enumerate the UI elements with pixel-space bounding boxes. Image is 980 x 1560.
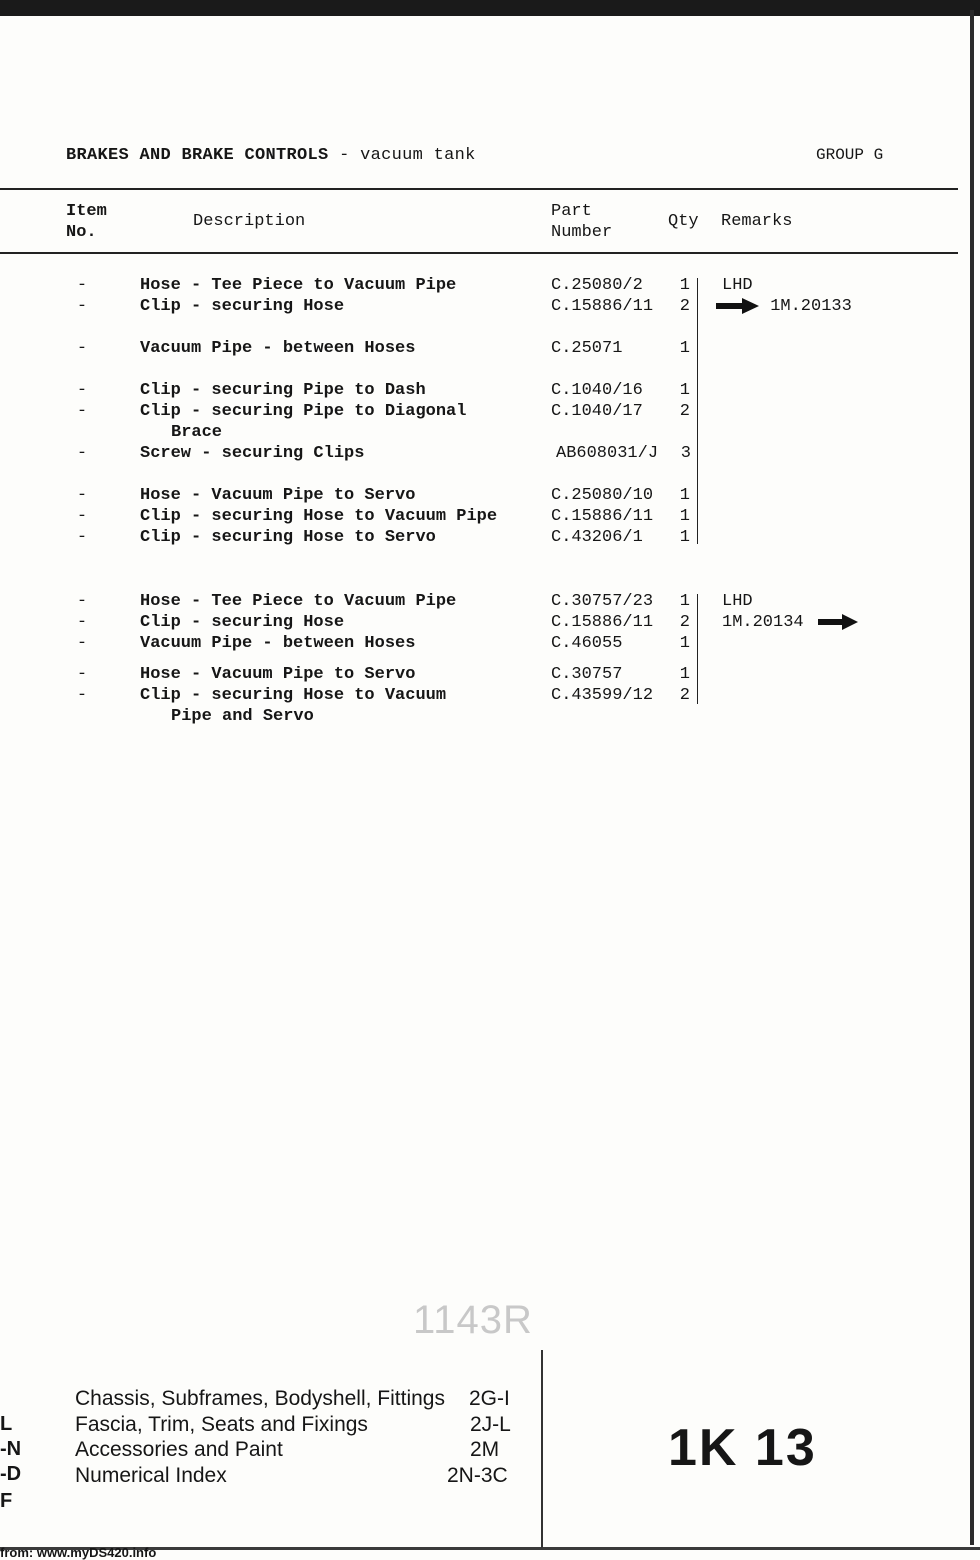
remark: 1M.20133 (770, 297, 852, 316)
qty: 1 (679, 276, 690, 295)
description-continued: Pipe and Servo (171, 707, 314, 726)
qty: 2 (679, 402, 690, 421)
qty: 2 (679, 613, 690, 632)
remark-with-arrow (722, 612, 858, 633)
qty: 1 (679, 665, 690, 684)
part-number: C.46055 (551, 634, 623, 653)
description: Clip - securing Hose to Servo (140, 528, 436, 547)
qty: 2 (679, 297, 690, 316)
qty: 1 (679, 592, 690, 611)
table-row (0, 591, 980, 612)
table-row (0, 612, 980, 633)
table-row (0, 338, 980, 359)
table-row (0, 527, 980, 548)
table-row (0, 506, 980, 527)
footer-index-item (75, 1386, 445, 1412)
col-part-line1: Part (551, 202, 592, 221)
title-bold: BRAKES AND BRAKE CONTROLS (66, 146, 329, 165)
part-number: AB608031/J (556, 444, 659, 463)
scan-top-border (0, 0, 980, 16)
part-number: C.43206/1 (551, 528, 643, 547)
item-no: - (76, 444, 88, 463)
header-rule-bottom (0, 252, 958, 254)
description: Hose - Vacuum Pipe to Servo (140, 486, 416, 505)
description: Hose - Tee Piece to Vacuum Pipe (140, 276, 457, 295)
qty: 1 (679, 381, 690, 400)
item-no: - (76, 613, 88, 632)
qty: 1 (679, 507, 690, 526)
footer-index-code: 2N-3C (447, 1464, 508, 1487)
qty: 1 (679, 339, 690, 358)
footer-index-item (75, 1412, 368, 1438)
remark: LHD (722, 276, 753, 295)
remark: LHD (722, 592, 753, 611)
table-row (0, 706, 980, 727)
table-row (0, 633, 980, 654)
table-row (0, 685, 980, 706)
description-continued: Brace (171, 423, 223, 442)
item-no: - (76, 381, 88, 400)
header-rule-top (0, 188, 958, 190)
arrow-right-icon (716, 297, 760, 315)
page-title (66, 146, 476, 165)
qty: 3 (680, 444, 691, 463)
part-number: C.43599/12 (551, 686, 654, 705)
part-number: C.30757 (551, 665, 623, 684)
table-row (0, 422, 980, 443)
description: Clip - securing Hose (140, 297, 345, 316)
table-row (0, 380, 980, 401)
description: Vacuum Pipe - between Hoses (140, 634, 416, 653)
table-row (0, 401, 980, 422)
sidebar-letter: -D (0, 1463, 22, 1485)
description: Clip - securing Hose to Vacuum Pipe (140, 507, 498, 526)
handwritten-stamp: 1143R (413, 1298, 533, 1342)
description: Vacuum Pipe - between Hoses (140, 339, 416, 358)
description: Clip - securing Hose (140, 613, 345, 632)
part-number: C.25071 (551, 339, 623, 358)
description: Hose - Vacuum Pipe to Servo (140, 665, 416, 684)
item-no: - (76, 276, 88, 295)
sidebar-letter: L (0, 1413, 13, 1435)
part-number: C.15886/11 (551, 297, 654, 316)
sidebar-letter: F (0, 1490, 13, 1512)
part-number: C.15886/11 (551, 507, 654, 526)
table-row (0, 443, 980, 464)
part-number: C.1040/17 (551, 402, 643, 421)
col-part-line2: Number (551, 223, 613, 242)
col-qty-header: Qty (668, 212, 699, 231)
page-code: 1K 13 (668, 1419, 817, 1477)
remarks-bracket-1 (697, 278, 698, 544)
title-rest: - vacuum tank (339, 146, 476, 165)
col-part-header (551, 201, 612, 243)
description: Clip - securing Hose to Vacuum (140, 686, 447, 705)
footer-index-code: 2G-I (469, 1387, 510, 1410)
item-no: - (76, 297, 88, 316)
item-no: - (76, 686, 88, 705)
col-item-line2: No. (66, 223, 97, 242)
footer-index-label: Chassis, Subframes, Bodyshell, Fittings (75, 1387, 445, 1410)
item-no: - (76, 634, 88, 653)
footer-index-label: Numerical Index (75, 1464, 227, 1487)
item-no: - (76, 507, 88, 526)
footer-index-label: Fascia, Trim, Seats and Fixings (75, 1413, 368, 1436)
item-no: - (76, 528, 88, 547)
table-row (0, 275, 980, 296)
footer-index-label: Accessories and Paint (75, 1438, 283, 1461)
col-remarks-header: Remarks (721, 212, 793, 231)
description: Screw - securing Clips (140, 444, 365, 463)
remark: 1M.20134 (722, 613, 804, 632)
part-number: C.30757/23 (551, 592, 654, 611)
table-row (0, 664, 980, 685)
qty: 1 (679, 634, 690, 653)
qty: 1 (679, 528, 690, 547)
footer-divider (541, 1350, 543, 1548)
part-number: C.1040/16 (551, 381, 643, 400)
item-no: - (76, 402, 88, 421)
col-description-header: Description (193, 212, 306, 231)
item-no: - (76, 665, 88, 684)
group-label: GROUP G (816, 146, 884, 164)
footer-index-item (75, 1437, 283, 1463)
sidebar-letter: -N (0, 1438, 22, 1460)
footer-index-code: 2M (470, 1438, 500, 1461)
table-row (0, 296, 980, 317)
source-watermark: from: www.myDS420.info (0, 1545, 157, 1560)
part-number: C.25080/2 (551, 276, 643, 295)
item-no: - (76, 486, 88, 505)
description: Clip - securing Pipe to Dash (140, 381, 426, 400)
description: Clip - securing Pipe to Diagonal (140, 402, 467, 421)
arrow-right-icon (814, 613, 858, 631)
part-number: C.25080/10 (551, 486, 654, 505)
footer-index-item (75, 1463, 227, 1489)
col-item-line1: Item (66, 202, 107, 221)
part-number: C.15886/11 (551, 613, 654, 632)
table-row (0, 485, 980, 506)
description: Hose - Tee Piece to Vacuum Pipe (140, 592, 457, 611)
qty: 1 (679, 486, 690, 505)
item-no: - (76, 339, 88, 358)
remarks-bracket-2 (697, 594, 698, 704)
item-no: - (76, 592, 88, 611)
footer-index-code: 2J-L (470, 1413, 511, 1436)
remark-with-arrow (716, 296, 852, 317)
scan-right-border (970, 10, 974, 1545)
col-item-header (66, 201, 107, 243)
qty: 2 (679, 686, 690, 705)
